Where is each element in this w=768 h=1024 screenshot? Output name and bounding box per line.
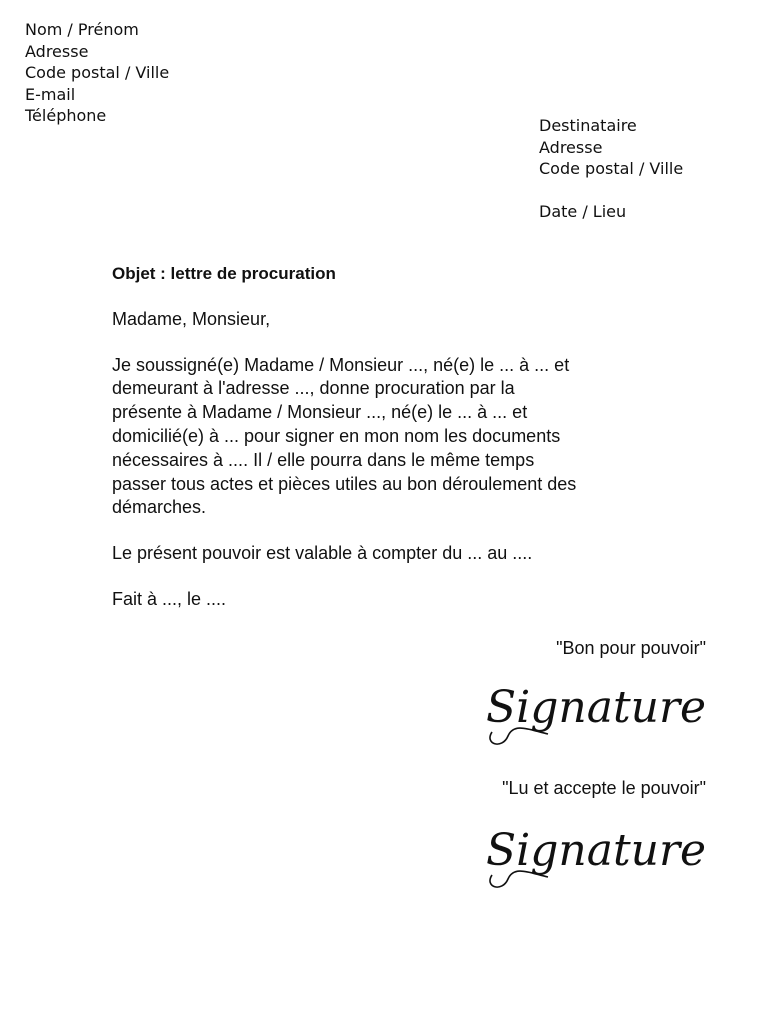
letter-body <box>112 262 712 612</box>
sender-postal-city: Code postal / Ville <box>25 63 170 83</box>
recipient-block <box>539 115 683 222</box>
letter-validity: Le présent pouvoir est valable à compter du ... au .... <box>112 543 533 564</box>
signature-first <box>478 672 708 752</box>
signature-first-drawing <box>478 672 708 752</box>
signature-second-drawing <box>478 815 708 895</box>
approval-mention-first: "Bon pour pouvoir" <box>556 638 706 658</box>
sender-name: Nom / Prénom <box>25 20 139 39</box>
paragraph-line: démarches. <box>112 497 207 518</box>
paragraph-line: Je soussigné(e) Madame / Monsieur ..., né(e) le ... à ... et <box>112 354 570 375</box>
paragraph-line: nécessaires à .... Il / elle pourra dans le même temps <box>112 449 535 470</box>
letter-paragraph <box>112 354 712 521</box>
sender-phone: Téléphone <box>25 106 107 126</box>
paragraph-line: passer tous actes et pièces utiles au bon déroulement des <box>112 473 577 494</box>
paragraph-line: domicilié(e) à ... pour signer en mon nom les documents <box>112 425 561 446</box>
letter-salutation: Madame, Monsieur, <box>112 308 271 329</box>
approval-mention-second: "Lu et accepte le pouvoir" <box>502 778 706 798</box>
recipient-address: Adresse <box>539 137 603 157</box>
sender-address: Adresse <box>25 41 89 61</box>
signature-first-text: Signature <box>486 682 707 733</box>
signature-second-text: Signature <box>486 825 707 876</box>
letter-closing: Fait à ..., le .... <box>112 588 227 609</box>
sender-email: E-mail <box>25 84 76 104</box>
letter-subject: Objet : lettre de procuration <box>112 264 336 283</box>
paragraph-line: présente à Madame / Monsieur ..., né(e) le ... à ... et <box>112 402 528 423</box>
paragraph-line: demeurant à l'adresse ..., donne procuration par la <box>112 378 515 399</box>
sender-block <box>25 19 169 127</box>
recipient-postal-city: Code postal / Ville <box>539 159 684 179</box>
recipient-date-place: Date / Lieu <box>539 201 627 221</box>
signature-second <box>478 815 708 895</box>
recipient-name: Destinataire <box>539 116 637 135</box>
